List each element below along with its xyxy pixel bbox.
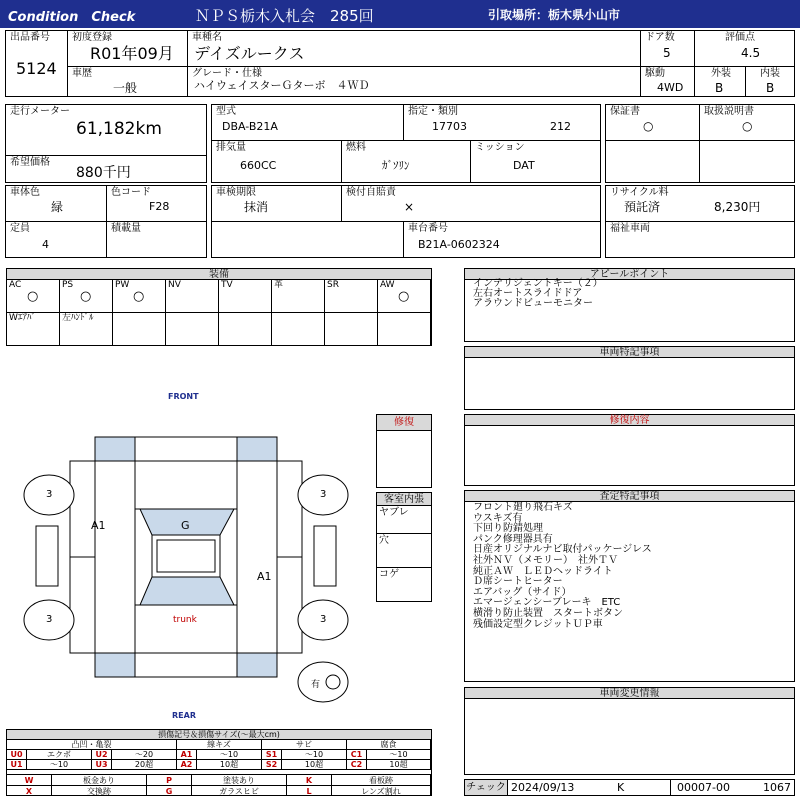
history-label: 車歴 [72, 68, 92, 79]
equipment-cell-sr [325, 280, 378, 313]
mileage-box [5, 104, 207, 156]
equipment-title: 装備 [7, 269, 431, 280]
right-door-mark: A1 [257, 570, 272, 583]
hood [135, 461, 237, 509]
equipment-label: PW [115, 280, 130, 290]
grade-box [187, 66, 641, 97]
legend-desc: 20超 [112, 760, 177, 770]
model-label: 型式 [216, 106, 236, 117]
doors-label: ドア数 [645, 32, 675, 43]
interior-label: 内装 [760, 68, 780, 79]
legend-code: A2 [177, 760, 197, 770]
special-notes-title: 車両特記事項 [465, 347, 794, 358]
displacement-label: 排気量 [216, 142, 246, 153]
legend-code: U0 [7, 750, 27, 760]
equipment-cell-row2 [166, 313, 219, 345]
interior-box [745, 66, 795, 97]
equipment-cell-ps [60, 280, 113, 313]
fuel-value: ｶﾞｿﾘﾝ [382, 159, 410, 172]
fuel-label: 燃料 [346, 142, 366, 153]
legend-desc: 10超 [197, 760, 262, 770]
manual-box [699, 104, 795, 141]
trunk-label: trunk [173, 615, 197, 625]
equipment-mark: ○ [80, 289, 92, 304]
car-diagram [0, 385, 370, 725]
drive-box [640, 66, 695, 97]
load-box [106, 221, 207, 258]
capacity-box [5, 221, 107, 258]
interior-value: B [766, 81, 775, 95]
blank-box-b [699, 140, 795, 183]
grade-label: グレード・仕様 [192, 68, 262, 79]
legend-code: K [287, 774, 332, 785]
interior-item-burn: コゲ [379, 569, 399, 580]
self-ins-box [341, 185, 601, 222]
auction-title: ＮＰＳ栃木入札会 285回 [195, 7, 374, 25]
manual-mark: ○ [742, 119, 753, 133]
assessment-line: 横滑り防止装置 スタートボタン [473, 608, 623, 619]
doors-box [640, 30, 695, 67]
roof [152, 535, 220, 577]
trunk-panel [135, 605, 237, 653]
pickup-location: 引取場所：栃木県小山市 [488, 8, 621, 22]
inspection-box [211, 185, 342, 222]
equipment-cell-革 [272, 280, 325, 313]
title-bar [0, 0, 800, 28]
legend-code: X [7, 785, 52, 796]
assessment-line: 純正ＡＷ ＬＥＤヘッドライト [473, 565, 613, 577]
mission-value: DAT [513, 159, 535, 172]
score-box [694, 30, 795, 67]
repair-content-panel [464, 414, 795, 486]
legend-desc: 塗装あり [192, 774, 287, 785]
assessment-panel [464, 490, 795, 682]
welfare-box [605, 221, 795, 258]
assessment-line: ウスキズ有 [473, 512, 523, 524]
warranty-box [605, 104, 700, 141]
equipment-cell-row2 [325, 313, 378, 345]
equipment-mark: ○ [398, 289, 410, 304]
exterior-box [694, 66, 746, 97]
lot-label: 出品番号 [10, 32, 50, 43]
score-value: 4.5 [741, 46, 761, 60]
rear-label: REAR [172, 711, 196, 720]
lot-box [5, 30, 68, 97]
appeal-title: アピールポイント [465, 269, 794, 280]
chassis-label: 車台番号 [408, 223, 448, 234]
lot-number: 5124 [16, 59, 57, 78]
equipment-cell-row2 [219, 313, 272, 345]
equipment-label: PS [62, 280, 74, 290]
legend-code: U1 [7, 760, 27, 770]
legend-code: C1 [347, 750, 367, 760]
assessment-line: パンク修理器具有 [473, 533, 553, 545]
front-label: FRONT [168, 392, 199, 401]
equipment-cell-nv [166, 280, 219, 313]
vehicle-change-panel [464, 687, 795, 775]
repair-box [376, 414, 432, 488]
inspection-label: 車検期限 [216, 187, 256, 198]
divider [377, 567, 431, 568]
price-label: 希望価格 [10, 157, 50, 168]
first-reg-box [67, 30, 188, 67]
checker: K [617, 781, 625, 794]
interior-damage-title: 客室内張 [377, 493, 431, 506]
legend-code: W [7, 774, 52, 785]
equipment-mark: ○ [133, 289, 145, 304]
legend-title: 損傷記号＆損傷サイズ(〜最大cm) [7, 730, 431, 740]
equipment-label: SR [327, 280, 339, 290]
self-ins-value: × [404, 200, 415, 214]
color-code-value: F28 [149, 200, 170, 213]
equipment-cell-row2 [7, 313, 60, 345]
condition-check-title: Condition Check [8, 10, 136, 25]
welfare-label: 福祉車両 [610, 223, 650, 234]
self-ins-label: 検付自賠責 [346, 187, 396, 198]
equipment-cell-row2 [113, 313, 166, 345]
exterior-label: 外装 [711, 68, 731, 79]
mission-box [470, 140, 601, 183]
blank-box-a [605, 140, 700, 183]
grade-value: ハイウェイスターＧターボ ４ＷＤ [194, 79, 370, 92]
designation-label: 指定・類別 [408, 106, 458, 117]
car-name-label: 車種名 [192, 32, 222, 43]
first-reg-value: R01年09月 [90, 44, 174, 63]
tire-front-right-mark: 3 [320, 489, 327, 500]
equipment-label: TV [221, 280, 233, 290]
recycle-fee: 8,230円 [714, 200, 761, 214]
front-left-corner [95, 437, 135, 461]
legend-code: G [147, 785, 192, 796]
legend-desc: 交換跡 [52, 785, 147, 796]
front-right-corner [237, 437, 277, 461]
equipment-panel [6, 268, 432, 346]
doors-value: 5 [663, 46, 671, 60]
legend-group: 線キズ [177, 740, 262, 750]
legend-desc: 10超 [367, 760, 431, 770]
legend-group: 腐食 [347, 740, 431, 750]
load-label: 積載量 [111, 223, 141, 234]
legend-group: サビ [262, 740, 347, 750]
assessment-line: フロント廻り飛石キズ [473, 502, 573, 513]
equipment-cell-row2 [60, 313, 113, 345]
left-door-mark: A1 [91, 519, 106, 532]
equipment-label: 左ﾊﾝﾄﾞﾙ [62, 313, 94, 323]
price-value: 880千円 [76, 165, 131, 181]
footer-code: 00007-00 [677, 781, 730, 794]
equipment-cell-row2 [272, 313, 325, 345]
displacement-box [211, 140, 342, 183]
equipment-label: NV [168, 280, 181, 290]
legend-code: U2 [92, 750, 112, 760]
check-date: 2024/09/13 [511, 781, 575, 794]
drive-value: 4WD [657, 81, 684, 94]
equipment-label: 革 [274, 280, 284, 290]
legend-group: 凸凹・亀裂 [7, 740, 177, 750]
equipment-label: Wｴｱﾊﾞ [9, 313, 36, 323]
assessment-line: 下回り防錆処理 [473, 523, 543, 535]
recycle-box [605, 185, 795, 222]
legend-desc: レンズ割れ [332, 785, 431, 796]
rear-window [140, 577, 234, 605]
left-mirror [36, 526, 58, 586]
legend-desc: 〜10 [282, 750, 347, 760]
footer-bar [464, 779, 795, 796]
assessment-line: 日産オリジナルナビ取付パッケージレス [473, 544, 652, 556]
fuel-box [341, 140, 471, 183]
warranty-label: 保証書 [610, 106, 640, 117]
equipment-cell-pw [113, 280, 166, 313]
appeal-line: アラウンドビューモニター [473, 298, 593, 309]
legend-desc: エクボ [27, 750, 92, 760]
check-label: チェック [465, 780, 508, 795]
history-value: 一般 [113, 81, 138, 95]
interior-item-hole: 穴 [379, 535, 389, 546]
price-box [5, 155, 207, 183]
interior-damage-box [376, 492, 432, 602]
body-color-value: 緑 [51, 200, 64, 214]
car-name-box [187, 30, 641, 67]
mission-label: ミッション [475, 142, 525, 153]
car-name-value: デイズルークス [194, 44, 305, 63]
assessment-line: エアバッグ（サイド） [473, 586, 572, 598]
equipment-label: AC [9, 280, 22, 290]
model-value: DBA-B21A [222, 120, 278, 133]
assessment-line: 残価設定型クレジットＵＰ車 [473, 618, 603, 630]
legend-code: S2 [262, 760, 282, 770]
recycle-status: 預託済 [624, 200, 661, 214]
legend-desc: 看板跡 [332, 774, 431, 785]
appeal-panel [464, 268, 795, 342]
legend-desc: 10超 [282, 760, 347, 770]
assessment-line: Ｄ席シートヒーター [473, 576, 563, 588]
legend-desc: 〜10 [367, 750, 431, 760]
special-notes-panel [464, 346, 795, 410]
repair-content-title: 修復内容 [465, 415, 794, 426]
body-color-box [5, 185, 107, 222]
capacity-value: 4 [42, 238, 49, 251]
legend-desc: ガラスヒビ [192, 785, 287, 796]
tire-rear-left-mark: 3 [46, 614, 53, 625]
equipment-cell-row2 [378, 313, 431, 345]
designation-box [403, 104, 601, 141]
score-label: 評価点 [725, 32, 755, 43]
rear-left-corner [95, 653, 135, 677]
displacement-value: 660CC [240, 159, 277, 172]
legend-desc: 〜10 [27, 760, 92, 770]
capacity-label: 定員 [10, 223, 30, 234]
legend-code: P [147, 774, 192, 785]
right-side [237, 461, 277, 653]
spare-mark: 有 [311, 680, 321, 690]
blank-box-c [211, 221, 404, 258]
chassis-box [403, 221, 601, 258]
warranty-mark: ○ [643, 119, 654, 133]
equipment-cell-ac [7, 280, 60, 313]
appeal-line: 左右オートスライドドア [473, 288, 583, 299]
footer-number: 1067 [763, 781, 791, 794]
model-box [211, 104, 404, 141]
repair-box-title: 修復 [377, 415, 431, 431]
exterior-value: B [715, 81, 724, 95]
recycle-label: リサイクル料 [610, 187, 669, 198]
divider [377, 533, 431, 534]
footer-divider [670, 780, 671, 795]
assessment-line: 社外ＮＶ（メモリー） 社外ＴＶ [473, 555, 618, 566]
tire-front-left-mark: 3 [46, 489, 53, 500]
category-value: 212 [550, 120, 571, 133]
color-code-label: 色コード [111, 187, 151, 198]
equipment-mark: ○ [27, 289, 39, 304]
equipment-label: AW [380, 280, 395, 290]
equipment-cell-aw [378, 280, 431, 313]
appeal-line: インテリジェントキー（２） [473, 278, 603, 289]
legend-desc: 板金あり [52, 774, 147, 785]
chassis-value: B21A-0602324 [418, 238, 500, 251]
mileage-label: 走行メーター [10, 106, 70, 117]
tire-rear-right-mark: 3 [320, 614, 327, 625]
roof-inner [157, 540, 215, 572]
interior-item-tear: ヤブレ [379, 507, 409, 518]
left-side [95, 461, 135, 653]
history-box [67, 66, 188, 97]
rear-right-corner [237, 653, 277, 677]
legend-code: A1 [177, 750, 197, 760]
assessment-line: エマージェンシーブレーキ ETC [473, 597, 621, 609]
legend-code: L [287, 785, 332, 796]
first-reg-label: 初度登録 [72, 32, 112, 43]
right-mirror [314, 526, 336, 586]
manual-label: 取扱説明書 [704, 106, 754, 117]
vehicle-change-title: 車両変更情報 [465, 688, 794, 699]
equipment-cell-tv [219, 280, 272, 313]
hood-mark: G [181, 519, 190, 532]
drive-label: 駆動 [645, 68, 665, 79]
mileage-value: 61,182km [76, 119, 162, 139]
designation-value: 17703 [432, 120, 467, 133]
legend-desc: 〜10 [197, 750, 262, 760]
legend-code: S1 [262, 750, 282, 760]
damage-legend [6, 729, 432, 796]
legend-code: U3 [92, 760, 112, 770]
assessment-title: 査定特記事項 [465, 491, 794, 502]
inspection-value: 抹消 [244, 200, 269, 214]
legend-desc: 〜20 [112, 750, 177, 760]
body-color-label: 車体色 [10, 187, 40, 198]
legend-code: C2 [347, 760, 367, 770]
color-code-box [106, 185, 207, 222]
